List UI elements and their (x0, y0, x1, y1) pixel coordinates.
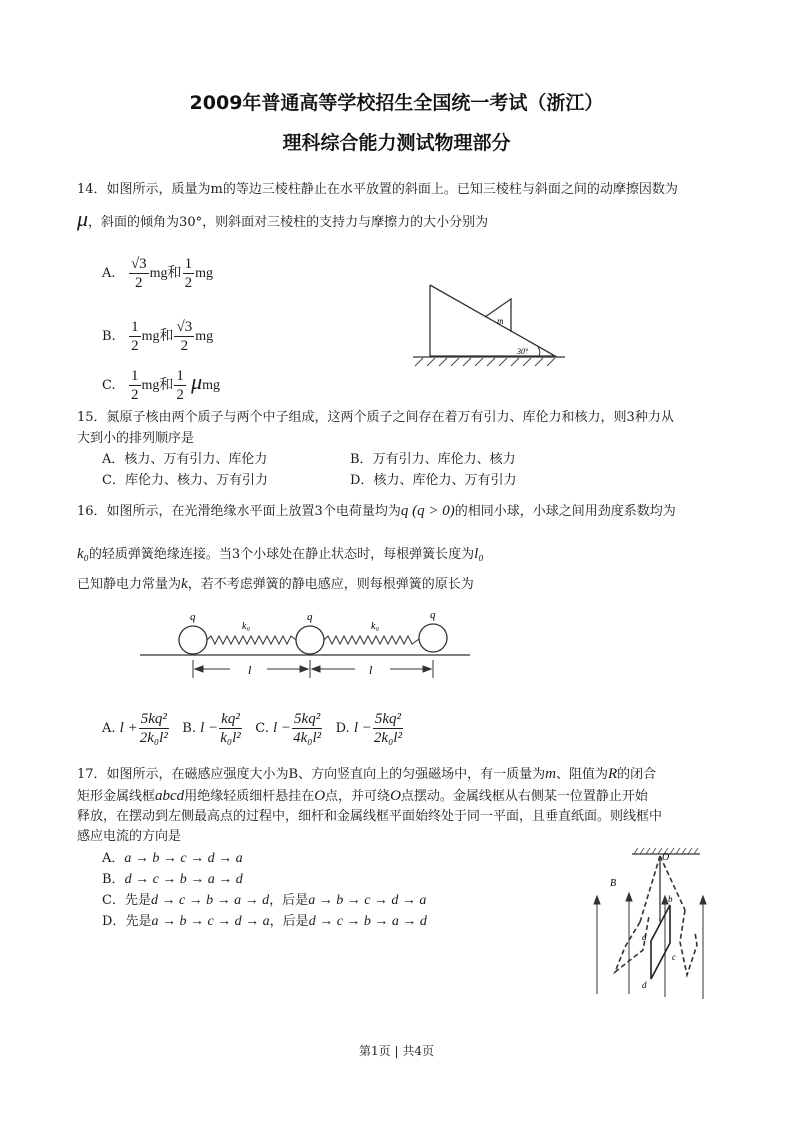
pivot-label: O (662, 852, 670, 863)
q16-stem-line1: 16．如图所示，在光滑绝缘水平面上放置3个电荷量均为q (q > 0)的相同小球，小球之间用劲度系数均为 (77, 503, 676, 519)
q17-option-c[interactable]: C．先是d → c → b → a → d，后是a → b → c → d → a (102, 893, 427, 908)
q14-option-a[interactable]: A. $\frac{√3}{2}$ mg和 $\frac{1}{2}$ mg (102, 256, 213, 291)
q14-option-b[interactable]: B. $\frac{1}{2}$ mg和 $\frac{√3}{2}$ mg (102, 319, 214, 354)
charge-label-1: q (190, 611, 196, 623)
spring-label-2: k₀ (371, 621, 379, 632)
q16-option-d[interactable]: D. l − $\frac{\text{5kq²}}{\text{2k₀l²}}$ (335, 711, 402, 746)
corner-a: a (642, 932, 647, 942)
q17-option-d[interactable]: D．先是a → b → c → d → a，后是d → c → b → a → d (102, 914, 427, 929)
angle-label: 30° (517, 347, 529, 356)
spring-2 (324, 636, 419, 644)
mu-symbol: μ (77, 206, 89, 231)
fraction: $\frac{√3}{2}$ (176, 319, 193, 354)
spring-balls-figure (135, 602, 475, 682)
q17-option-b[interactable]: B．d → c → b → a → d (102, 872, 243, 887)
ball-1 (179, 626, 207, 654)
q14-option-c[interactable]: C. $\frac{1}{2}$ mg和 $\frac{1}{2}$ μmg (102, 368, 220, 403)
charge-label-3: q (430, 609, 436, 621)
document-subtitle: 理科综合能力测试物理部分 (282, 132, 511, 154)
q15-option-d[interactable]: D．核力、库伦力、万有引力 (350, 473, 517, 488)
corner-b: b (668, 894, 673, 904)
q17-option-a[interactable]: A．a → b → c → d → a (102, 851, 243, 866)
q14-stem-line2: μ，斜面的倾角为30°，则斜面对三棱柱的支持力与摩擦力的大小分别为 (77, 206, 489, 231)
q17-stem-line4: 感应电流的方向是 (77, 829, 182, 844)
q14-stem-line1: 14．如图所示，质量为m的等边三棱柱静止在水平放置的斜面上。已知三棱柱与斜面之间的动摩擦因数为 (77, 182, 678, 197)
q17-stem-line3: 释放，在摆动到左侧最高点的过程中，细杆和金属线框平面始终处于同一平面，且垂直纸面。则线框中 (77, 809, 663, 824)
q16-options (102, 710, 404, 747)
q17-stem-line1: 17．如图所示，在磁感应强度大小为B、方向竖直向上的匀强磁场中，有一质量为m、阻值为R的闭合 (77, 766, 657, 782)
length-label-2: l (369, 663, 373, 677)
ball-3 (419, 624, 447, 652)
ball-2 (296, 626, 324, 654)
dimension-arrows (193, 660, 433, 678)
q16-stem-line2: k₀的轻质弹簧绝缘连接。当3个小球处在静止状态时，每根弹簧长度为l₀ (77, 546, 484, 562)
q16-stem-line3: 已知静电力常量为k，若不考虑弹簧的静电感应，则每根弹簧的原长为 (77, 576, 474, 592)
mass-label: m (497, 316, 504, 326)
q15-stem-line2: 大到小的排列顺序是 (77, 431, 195, 446)
corner-d: d (642, 980, 647, 990)
q16-option-c[interactable]: C. l − $\frac{\text{5kq²}}{\text{4k₀l²}}$ (255, 711, 322, 746)
fraction: $\frac{1}{2}$ (184, 256, 193, 291)
fraction: $\frac{√3}{2}$ (130, 256, 147, 291)
length-label-1: l (248, 663, 252, 677)
corner-c: c (672, 952, 676, 962)
magnetic-frame-figure (580, 842, 730, 1007)
q15-option-b[interactable]: B．万有引力、库伦力、核力 (350, 452, 516, 467)
incline-figure (405, 280, 575, 370)
field-label: B (610, 878, 617, 889)
q15-option-a[interactable]: A．核力、万有引力、库伦力 (102, 452, 268, 467)
q15-option-c[interactable]: C．库伦力、核力、万有引力 (102, 473, 268, 488)
spring-label-1: k₀ (242, 621, 250, 632)
q16-option-a[interactable]: A. l + $\frac{\text{5kq²}}{\text{2k₀l²}}$ (102, 711, 168, 746)
spring-1 (207, 636, 296, 644)
q17-stem-line2: 矩形金属线框abcd用绝缘轻质细杆悬挂在O点，并可绕O点摆动。金属线框从右侧某一位置静止开始 (77, 788, 648, 804)
fraction: $\frac{1}{2}$ (131, 319, 139, 354)
q16-option-b[interactable]: B. l − $\frac{\text{kq²}}{\text{k₀l²}}$ (182, 711, 241, 746)
page-indicator: 第1页 | 共4页 (359, 1044, 434, 1058)
document-title: 2009年普通高等学校招生全国统一考试（浙江） (189, 92, 604, 114)
q15-stem-line1: 15．氮原子核由两个质子与两个中子组成，这两个质子之间存在着万有引力、库伦力和核力，则3种力从 (77, 410, 674, 425)
charge-label-2: q (307, 611, 313, 623)
fraction: $\frac{1}{2}$ (176, 368, 184, 403)
field-lines (594, 893, 706, 999)
incline-triangle (430, 285, 555, 356)
fraction: $\frac{1}{2}$ (131, 368, 139, 403)
